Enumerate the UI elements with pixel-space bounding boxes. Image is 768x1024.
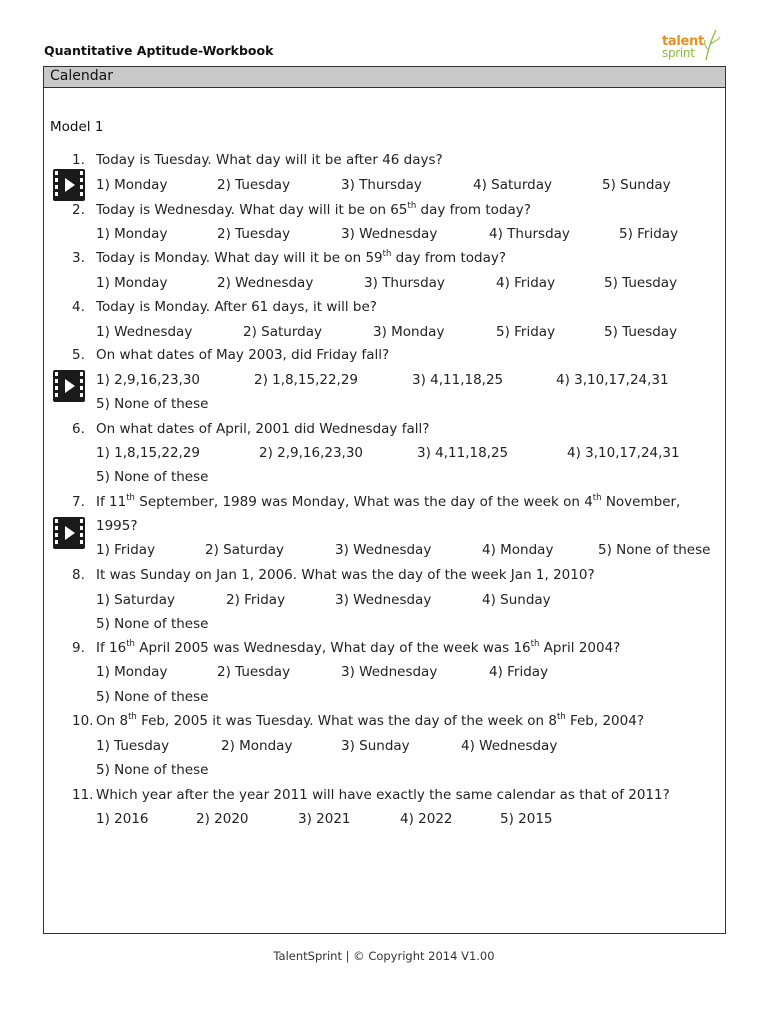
option[interactable]: 2) 2020 — [196, 811, 249, 827]
question-number: 7. — [72, 494, 85, 510]
option[interactable]: 4) Thursday — [489, 226, 570, 242]
question-text: Which year after the year 2011 will have exactly the same calendar as that of 2011? — [96, 787, 670, 803]
logo-text-top: talent — [662, 34, 704, 49]
option[interactable]: 1) Monday — [96, 226, 168, 242]
option[interactable]: 5) Friday — [619, 226, 679, 242]
option[interactable]: 5) 2015 — [500, 811, 553, 827]
option[interactable]: 3) Wednesday — [335, 592, 432, 608]
option[interactable]: 2) Tuesday — [217, 177, 291, 193]
option[interactable]: 5) Friday — [496, 324, 556, 340]
option[interactable]: 2) Tuesday — [217, 664, 291, 680]
option[interactable]: 5) None of these — [96, 469, 209, 485]
option[interactable]: 4) Monday — [482, 542, 554, 558]
option[interactable]: 5) Tuesday — [604, 275, 678, 291]
question-text: On what dates of May 2003, did Friday fall? — [96, 347, 390, 363]
option[interactable]: 1) Monday — [96, 275, 168, 291]
question-text-continued: 1995? — [96, 518, 138, 534]
option[interactable]: 4) 3,10,17,24,31 — [556, 372, 669, 388]
option[interactable]: 1) Monday — [96, 177, 168, 193]
question-number: 6. — [72, 421, 85, 437]
option[interactable]: 5) Sunday — [602, 177, 671, 193]
question-text: It was Sunday on Jan 1, 2006. What was the day of the week Jan 1, 2010? — [96, 567, 595, 583]
question-number: 9. — [72, 640, 85, 656]
question-text: Today is Wednesday. What day will it be on 65th day from today? — [96, 200, 531, 218]
question-number: 5. — [72, 347, 85, 363]
option[interactable]: 1) 2016 — [96, 811, 149, 827]
logo-text-bottom: sprint — [662, 46, 695, 60]
option[interactable]: 1) Friday — [96, 542, 156, 558]
question-number: 3. — [72, 250, 85, 266]
option[interactable]: 2) Tuesday — [217, 226, 291, 242]
option[interactable]: 5) None of these — [96, 689, 209, 705]
option[interactable]: 1) 2,9,16,23,30 — [96, 372, 201, 388]
option[interactable]: 5) None of these — [96, 762, 209, 778]
question-text: Today is Monday. What day will it be on 59th day from today? — [96, 248, 507, 266]
option[interactable]: 3) Wednesday — [341, 226, 438, 242]
workbook-title: Quantitative Aptitude-Workbook — [44, 43, 274, 58]
question-text: Today is Monday. After 61 days, it will be? — [96, 299, 377, 315]
option[interactable]: 4) Friday — [489, 664, 549, 680]
question-number: 4. — [72, 299, 85, 315]
option[interactable]: 3) 2021 — [298, 811, 351, 827]
question-number: 10. — [72, 713, 94, 729]
option[interactable]: 2) Monday — [221, 738, 293, 754]
option[interactable]: 1) 1,8,15,22,29 — [96, 445, 201, 461]
talentsprint-logo — [662, 28, 722, 62]
option[interactable]: 3) 4,11,18,25 — [412, 372, 504, 388]
model-heading: Model 1 — [50, 119, 104, 135]
option[interactable]: 1) Monday — [96, 664, 168, 680]
option[interactable]: 5) Tuesday — [604, 324, 678, 340]
video-icon[interactable] — [52, 168, 86, 202]
video-icon[interactable] — [52, 516, 86, 550]
option[interactable]: 3) Sunday — [341, 738, 410, 754]
question-text: On 8th Feb, 2005 it was Tuesday. What was the day of the week on 8th Feb, 2004? — [96, 711, 644, 729]
option[interactable]: 5) None of these — [598, 542, 711, 558]
option[interactable]: 2) Saturday — [243, 324, 322, 340]
option[interactable]: 5) None of these — [96, 396, 209, 412]
option[interactable]: 4) 3,10,17,24,31 — [567, 445, 680, 461]
option[interactable]: 3) 4,11,18,25 — [417, 445, 509, 461]
question-number: 11. — [72, 787, 94, 803]
option[interactable]: 4) Friday — [496, 275, 556, 291]
question-text: Today is Tuesday. What day will it be after 46 days? — [96, 152, 443, 168]
section-title: Calendar — [50, 68, 113, 84]
option[interactable]: 3) Wednesday — [341, 664, 438, 680]
video-icon[interactable] — [52, 369, 86, 403]
option[interactable]: 3) Monday — [373, 324, 445, 340]
section-bar — [44, 67, 725, 88]
question-number: 8. — [72, 567, 85, 583]
option[interactable]: 2) Saturday — [205, 542, 284, 558]
question-text: If 16th April 2005 was Wednesday, What day of the week was 16th April 2004? — [96, 638, 621, 656]
question-text: On what dates of April, 2001 did Wednesday fall? — [96, 421, 430, 437]
option[interactable]: 2) Friday — [226, 592, 286, 608]
option[interactable]: 3) Thursday — [364, 275, 445, 291]
option[interactable]: 4) Wednesday — [461, 738, 558, 754]
option[interactable]: 4) Sunday — [482, 592, 551, 608]
question-number: 2. — [72, 202, 85, 218]
question-text: If 11th September, 1989 was Monday, What was the day of the week on 4th November, — [96, 492, 681, 510]
option[interactable]: 3) Wednesday — [335, 542, 432, 558]
option[interactable]: 4) Saturday — [473, 177, 552, 193]
leaf-icon — [702, 28, 722, 62]
option[interactable]: 5) None of these — [96, 616, 209, 632]
footer-copyright: TalentSprint | © Copyright 2014 V1.00 — [273, 949, 495, 963]
option[interactable]: 1) Tuesday — [96, 738, 170, 754]
question-number: 1. — [72, 152, 85, 168]
option[interactable]: 2) 2,9,16,23,30 — [259, 445, 364, 461]
option[interactable]: 4) 2022 — [400, 811, 453, 827]
option[interactable]: 1) Wednesday — [96, 324, 193, 340]
option[interactable]: 1) Saturday — [96, 592, 175, 608]
option[interactable]: 2) 1,8,15,22,29 — [254, 372, 359, 388]
option[interactable]: 3) Thursday — [341, 177, 422, 193]
option[interactable]: 2) Wednesday — [217, 275, 314, 291]
